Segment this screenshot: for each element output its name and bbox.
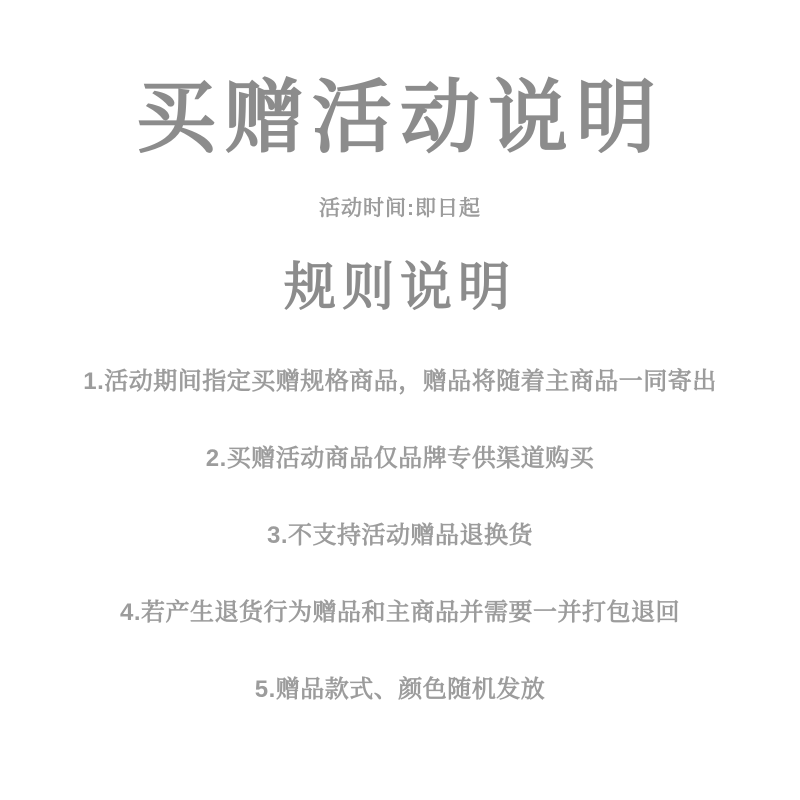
rule-line-1: 1.活动期间指定买赠规格商品，赠品将随着主商品一同寄出 <box>83 368 717 395</box>
rules-list <box>0 370 800 702</box>
rule-line-5: 5.赠品款式、颜色随机发放 <box>254 676 546 703</box>
rule-line-3: 3.不支持活动赠品退换货 <box>266 522 533 549</box>
rule-line-2: 2.买赠活动商品仅品牌专供渠道购买 <box>205 445 595 472</box>
page-title: 买赠活动说明 <box>136 73 664 162</box>
rules-section-title: 规则说明 <box>283 259 516 317</box>
activity-time-text: 活动时间:即日起 <box>319 197 481 220</box>
rule-line-4: 4.若产生退货行为赠品和主商品并需要一并打包退回 <box>119 599 680 626</box>
